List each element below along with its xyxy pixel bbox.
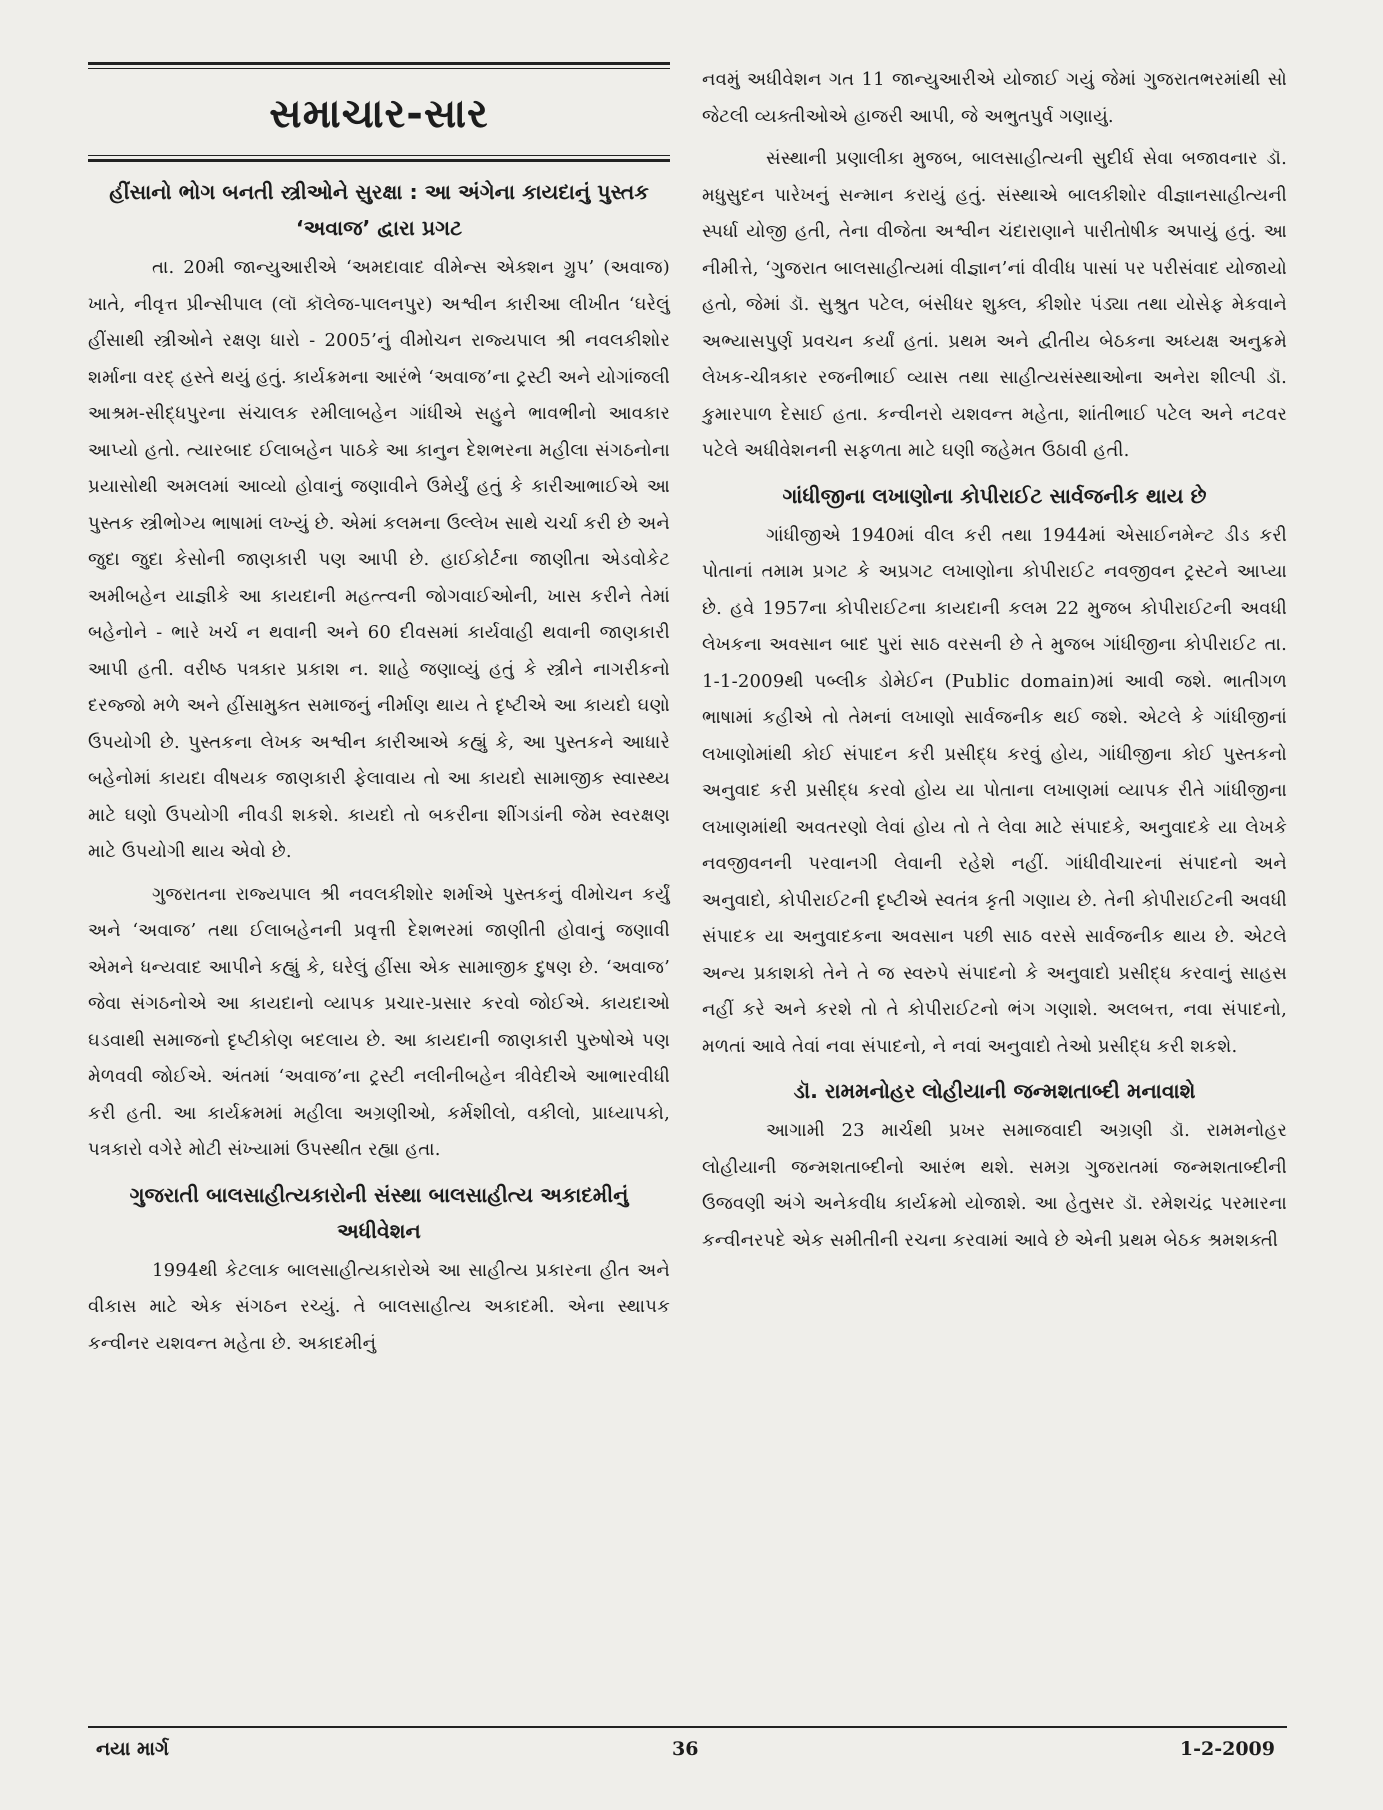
article-heading: ડૉ. રામમનોહર લોહીયાની જન્મશતાબ્દી મનાવાશે [793, 1079, 1196, 1103]
right-column [702, 62, 1287, 1259]
issue-date: 1-2-2009 [1179, 1738, 1275, 1760]
article-paragraph: ગુજરાતના રાજ્યપાલ શ્રી નવલકીશોર શર્માએ પુસ્તકનું વીમોચન કર્યું અને ‘અવાજ’ તથા ઈલાબહેનની પ્રવૃત્તી દેશભરમાં જાણીતી હોવાનું જણાવી એમને ધન્યવાદ આપીને કહ્યું કે, ઘરેલું હીંસા એક સામાજીક દુષણ છે. ‘અવાજ’ જેવા સંગઠનોએ આ કાયદાનો વ્યાપક પ્રચાર-પ્રસાર કરવો જોઈએ. કાયદાઓ ઘડવાથી સમાજનો દૃષ્ટીકોણ બદલાય છે. આ કાયદાની જાણકારી પુરુષોએ પણ મેળવવી જોઈએ. અંતમાં ‘અવાજ’ના ટ્રસ્ટી નલીનીબહેન ત્રીવેદીએ આભારવીધી કરી હતી. આ કાર્યક્રમમાં મહીલા અગ્રણીઓ, કર્મશીલો, વકીલો, પ્રાધ્યાપકો, પત્રકારો વગેરે મોટી સંખ્યામાં ઉપસ્થીત રહ્યા હતા. [88, 883, 670, 1160]
article-heading: ગાંધીજીના લખાણોના કોપીરાઈટ સાર્વજનીક થાય છે [782, 483, 1207, 508]
page-number: 36 [672, 1738, 699, 1760]
left-column [88, 62, 670, 1362]
banner-rule [88, 155, 670, 156]
section-banner-title: સમાચાર-સાર [269, 91, 489, 137]
banner-rule [88, 62, 670, 65]
article-paragraph-continued: નવમું અધીવેશન ગત 11 જાન્યુઆરીએ યોજાઈ ગયું જેમાં ગુજરાતભરમાંથી સો જેટલી વ્યક્તીઓએ હાજરી આપી, જે અભુતપુર્વ ગણાયું. [702, 69, 1287, 127]
article-paragraph: સંસ્થાની પ્રણાલીકા મુજબ, બાલસાહીત્યની સુદીર્ઘ સેવા બજાવનાર ડૉ. મધુસુદન પારેખનું સન્માન કરાયું હતું. સંસ્થાએ બાલકીશોર વીજ્ઞાનસાહીત્યની સ્પર્ધા યોજી હતી, તેના વીજેતા અશ્વીન ચંદારાણાને પારીતોષીક અપાયું હતું. આ નીમીત્તે, ‘ગુજરાત બાલસાહીત્યમાં વીજ્ઞાન’નાં વીવીધ પાસાં પર પરીસંવાદ યોજાયો હતો, જેમાં ડૉ. સુશ્રુત પટેલ, બંસીધર શુક્લ, કીશોર પંડ્યા તથા યોસેફ મેકવાને અભ્યાસપુર્ણ પ્રવચન કર્યાં હતાં. પ્રથમ અને દ્વીતીય બેઠકના અધ્યક્ષ અનુક્રમે લેખક-ચીત્રકાર રજનીભાઈ વ્યાસ તથા સાહીત્યસંસ્થાઓના અનેરા શીલ્પી ડૉ. કુમારપાળ દેસાઈ હતા. કન્વીનરો યશવન્ત મહેતા, શાંતીભાઈ પટેલ અને નટવર પટેલે અધીવેશનની સફળતા માટે ઘણી જહેમત ઉઠાવી હતી. [702, 148, 1287, 461]
article-heading: ગુજરાતી બાલસાહીત્યકારોની સંસ્થા બાલસાહીત્ય અકાદમીનું અધીવેશન [129, 1182, 629, 1243]
publication-name: નયા માર્ગ [96, 1738, 169, 1760]
article-paragraph: તા. 20મી જાન્યુઆરીએ ‘અમદાવાદ વીમેન્સ એક્શન ગ્રુપ’ (અવાજ) ખાતે, નીવૃત્ત પ્રીન્સીપાલ (લૉ કૉલેજ-પાલનપુર) અશ્વીન કારીઆ લીખીત ‘ઘરેલું હીંસાથી સ્ત્રીઓને રક્ષણ ધારો - 2005’નું વીમોચન રાજ્યપાલ શ્રી નવલકીશોર શર્માના વરદ્ હસ્તે થયું હતું. કાર્યક્રમના આરંભે ‘અવાજ’ના ટ્રસ્ટી અને યોગાંજલી આશ્રમ-સીદ્ધપુરના સંચાલક રમીલાબહેન ગાંધીએ સહુને ભાવભીનો આવકાર આપ્યો હતો. ત્યારબાદ ઈલાબહેન પાઠકે આ કાનુન દેશભરના મહીલા સંગઠનોના પ્રયાસોથી અમલમાં આવ્યો હોવાનું જણાવીને ઉમેર્યું હતું કે કારીઆભાઈએ આ પુસ્તક સ્ત્રીભોગ્ય ભાષામાં લખ્યું છે. એમાં કલમના ઉલ્લેખ સાથે ચર્ચા કરી છે અને જુદા જુદા કેસોની જાણકારી પણ આપી છે. હાઈકોર્ટના જાણીતા એડવોકેટ અમીબહેન યાજ્ઞીકે આ કાયદાની મહત્ત્વની જોગવાઈઓની, ખાસ કરીને તેમાં બહેનોને - ભારે ખર્ચ ન થવાની અને 60 દીવસમાં કાર્યવાહી થવાની જાણકારી આપી હતી. વરીષ્ઠ પત્રકાર પ્રકાશ ન. શાહે જણાવ્યું હતું કે સ્ત્રીને નાગરીકનો દરજ્જો મળે અને હીંસામુક્ત સમાજનું નીર્માણ થાય તે દૃષ્ટીએ આ કાયદો ઘણો ઉપયોગી છે. પુસ્તકના લેખક અશ્વીન કારીઆએ કહ્યું કે, આ પુસ્તકને આધારે બહેનોમાં કાયદા વીષયક જાણકારી ફેલાવાય તો આ કાયદો સામાજીક સ્વાસ્થ્ય માટે ઘણો ઉપયોગી નીવડી શકશે. કાયદો તો બકરીના શીંગડાંની જેમ સ્વરક્ષણ માટે ઉપયોગી થાય એવો છે. [88, 257, 670, 862]
article-paragraph: ગાંધીજીએ 1940માં વીલ કરી તથા 1944માં એસાઈનમેન્ટ ડીડ કરી પોતાનાં તમામ પ્રગટ કે અપ્રગટ લખાણોના કોપીરાઈટ નવજીવન ટ્રસ્ટને આપ્યા છે. હવે 1957ના કોપીરાઈટના કાયદાની કલમ 22 મુજબ કોપીરાઈટની અવધી લેખકના અવસાન બાદ પુરાં સાઠ વરસની છે તે મુજબ ગાંધીજીના કોપીરાઈટ તા. 1-1-2009થી પબ્લીક ડોમેઈન (Public domain)માં આવી જશે. ભાતીગળ ભાષામાં કહીએ તો તેમનાં લખાણો સાર્વજનીક થઈ જશે. એટલે કે ગાંધીજીનાં લખાણોમાંથી કોઈ સંપાદન કરી પ્રસીદ્ધ કરવું હોય, ગાંધીજીના કોઈ પુસ્તકનો અનુવાદ કરી પ્રસીદ્ધ કરવો હોય યા પોતાના લખાણમાં વ્યાપક રીતે ગાંધીજીના લખાણમાંથી અવતરણો લેવાં હોય તો તે લેવા માટે સંપાદકે, અનુવાદકે યા લેખકે નવજીવનની પરવાનગી લેવાની રહેશે નહીં. ગાંધીવીચારનાં સંપાદનો અને અનુવાદો, કોપીરાઈટની દૃષ્ટીએ સ્વતંત્ર કૃતી ગણાય છે. તેની કોપીરાઈટની અવધી સંપાદક યા અનુવાદકના અવસાન પછી સાઠ વરસે સાર્વજનીક થાય છે. એટલે અન્ય પ્રકાશકો તેને તે જ સ્વરુપે સંપાદનો કે અનુવાદો પ્રસીદ્ધ કરવાનું સાહસ નહીં કરે અને કરશે તો તે કોપીરાઈટનો ભંગ ગણાશે. અલબત્ત, નવા સંપાદનો, મળતાં આવે તેવાં નવા સંપાદનો, ને નવાં અનુવાદો તેઓ પ્રસીદ્ધ કરી શકશે. [702, 524, 1287, 1057]
banner-rule [88, 159, 670, 162]
footer-rule [88, 1726, 1287, 1728]
article-paragraph: 1994થી કેટલાક બાલસાહીત્યકારોએ આ સાહીત્ય પ્રકારના હીત અને વીકાસ માટે એક સંગઠન રચ્યું. તે બાલસાહીત્ય અકાદમી. એના સ્થાપક કન્વીનર યશવન્ત મહેતા છે. અકાદમીનું [88, 1259, 670, 1354]
article-paragraph: આગામી 23 માર્ચથી પ્રખર સમાજવાદી અગ્રણી ડૉ. રામમનોહર લોહીયાની જન્મશતાબ્દીનો આરંભ થશે. સમગ્ર ગુજરાતમાં જન્મશતાબ્દીની ઉજવણી અંગે અનેકવીધ કાર્યક્રમો યોજાશે. આ હેતુસર ડૉ. રમેશચંદ્ર પરમારના કન્વીનરપદે એક સમીતીની રચના કરવામાં આવે છે એની પ્રથમ બેઠક શ્રમશક્તી [702, 1120, 1287, 1251]
article-heading: હીંસાનો ભોગ બનતી સ્ત્રીઓને સુરક્ષા : આ અંગેના કાયદાનું પુસ્તક ‘અવાજ’ દ્વારા પ્રગટ [109, 180, 649, 240]
